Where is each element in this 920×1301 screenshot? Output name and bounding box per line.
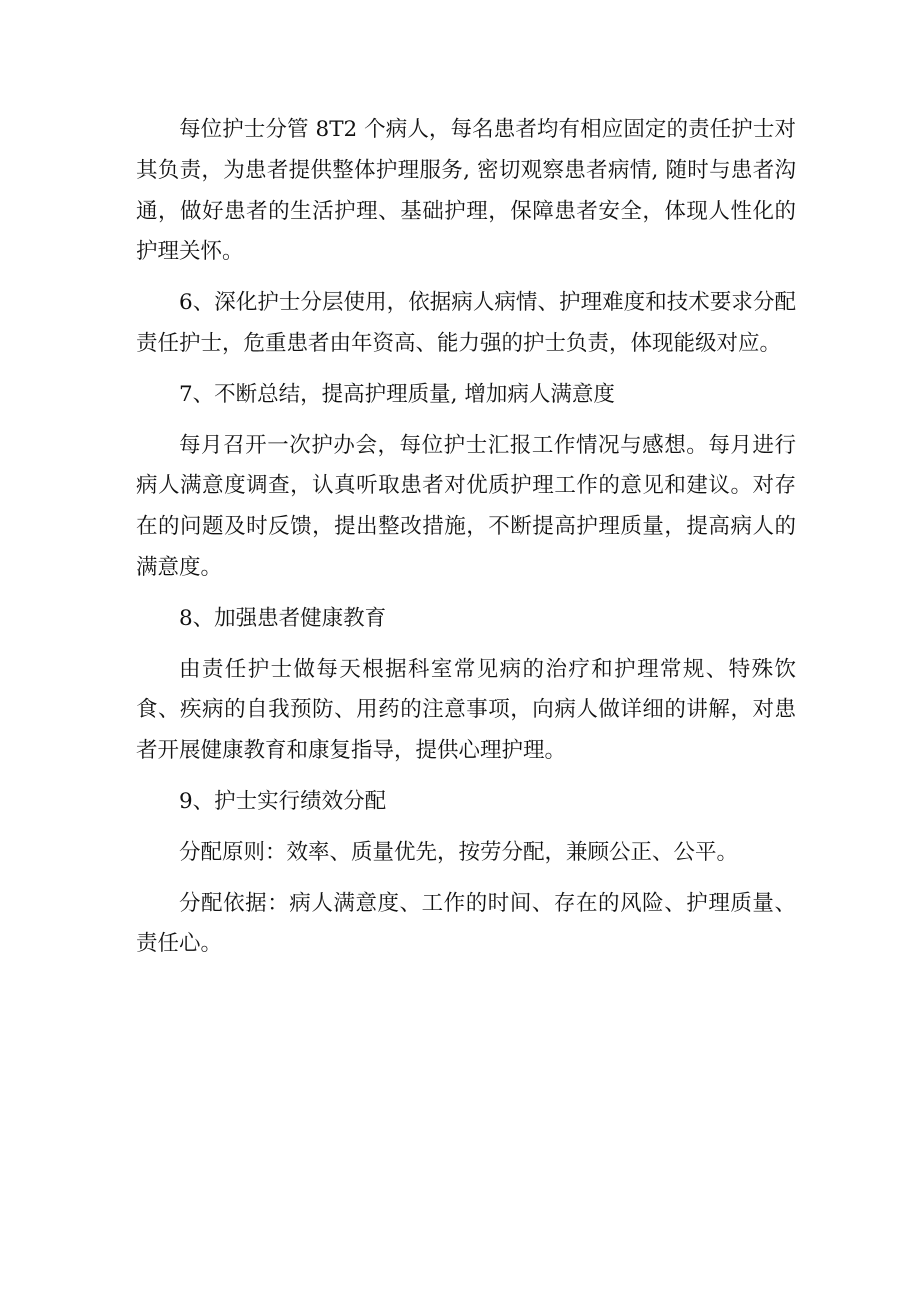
paragraph-nurse-assignment: 每位护士分管 8T2 个病人，每名患者均有相应固定的责任护士对其负责，为患者提供整体护理服务, 密切观察患者病情, 随时与患者沟通，做好患者的生活护理、基础护理，保障患者安全，体现人性化的护理关怀。 xyxy=(136,117,796,265)
paragraph-allocation-basis: 分配依据：病人满意度、工作的时间、存在的风险、护理质量、责任心。 xyxy=(136,890,796,957)
paragraph-health-education: 由责任护士做每天根据科室常见病的治疗和护理常规、特殊饮食、疾病的自我预防、用药的注意事项，向病人做详细的讲解，对患者开展健康教育和康复指导，提供心理护理。 xyxy=(136,656,796,764)
paragraph-monthly-meeting: 每月召开一次护办会，每位护士汇报工作情况与感想。每月进行病人满意度调查，认真听取患者对优质护理工作的意见和建议。对存在的问题及时反馈，提出整改措施，不断提高护理质量，提高病人的满意度。 xyxy=(136,432,796,580)
heading-performance-allocation: 9、护士实行绩效分配 xyxy=(179,788,387,814)
heading-health-education: 8、加强患者健康教育 xyxy=(179,605,387,631)
heading-quality-improvement: 7、不断总结，提高护理质量, 增加病人满意度 xyxy=(179,381,615,407)
paragraph-tiered-nursing: 6、深化护士分层使用，依据病人病情、护理难度和技术要求分配责任护士，危重患者由年资高、能力强的护士负责，体现能级对应。 xyxy=(136,290,796,356)
paragraph-allocation-principle: 分配原则：效率、质量优先，按劳分配，兼顾公正、公平。 xyxy=(179,839,739,865)
document-body xyxy=(136,110,796,975)
